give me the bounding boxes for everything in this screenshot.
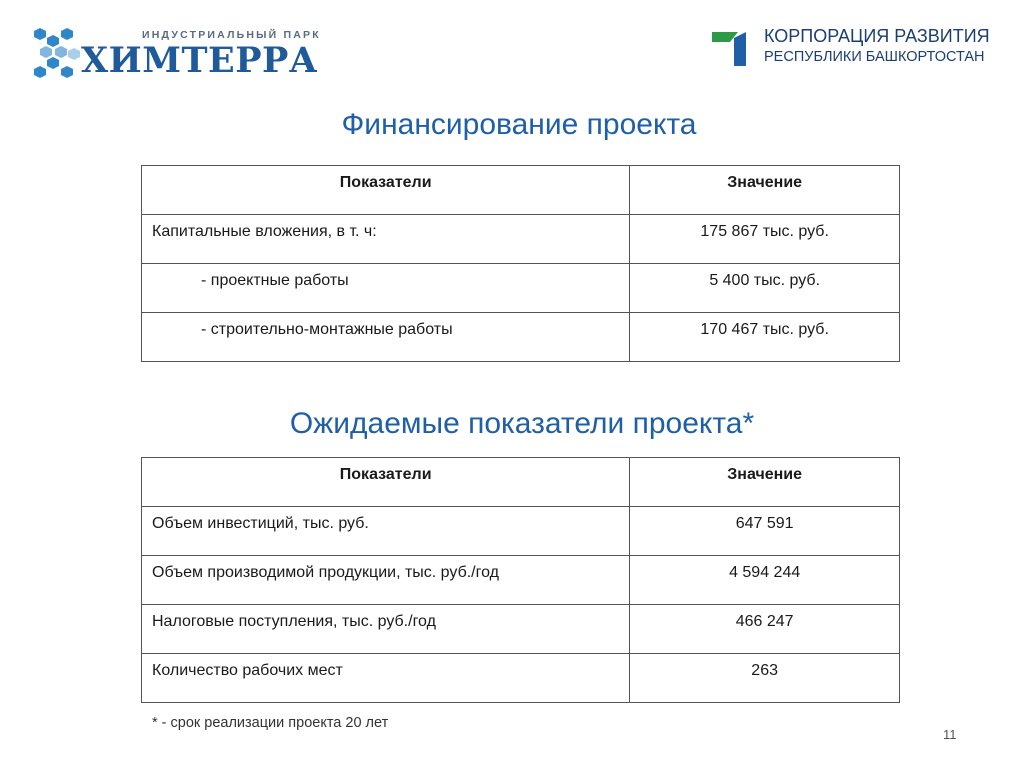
logo-line1: КОРПОРАЦИЯ РАЗВИТИЯ [764,26,990,46]
logo-line2: РЕСПУБЛИКИ БАШКОРТОСТАН [764,49,985,65]
header-indicators: Показатели [142,458,630,507]
expected-title: Ожидаемые показатели проекта* [289,407,755,440]
row-value: 466 247 [630,605,900,654]
corporation-logo [712,26,1012,70]
financing-table [141,165,900,362]
table-row [142,215,900,264]
expected-table [141,457,900,703]
corporation-mark-icon [712,28,752,68]
row-value: 647 591 [630,507,900,556]
row-label: Количество рабочих мест [142,654,630,703]
logo-small-text: ИНДУСТРИАЛЬНЫЙ ПАРК [142,29,321,41]
table-row [142,264,900,313]
table-header-row [142,458,900,507]
row-label: Капитальные вложения, в т. ч: [142,215,630,264]
header-value: Значение [630,166,900,215]
header-value: Значение [630,458,900,507]
row-value: 4 594 244 [630,556,900,605]
row-label: - проектные работы [142,264,630,313]
table-row [142,556,900,605]
row-value: 175 867 тыс. руб. [630,215,900,264]
hexagon-cluster-icon [34,26,80,82]
himterra-logo [34,26,321,86]
table-row [142,313,900,362]
row-label: Налоговые поступления, тыс. руб./год [142,605,630,654]
row-value: 170 467 тыс. руб. [630,313,900,362]
financing-title: Финансирование проекта [341,108,697,141]
table-row [142,507,900,556]
row-value: 263 [630,654,900,703]
page-number: 11 [943,727,957,742]
row-value: 5 400 тыс. руб. [630,264,900,313]
header-indicators: Показатели [142,166,630,215]
row-label: Объем инвестиций, тыс. руб. [142,507,630,556]
table-row [142,654,900,703]
footnote: * - срок реализации проекта 20 лет [152,715,389,731]
table-row [142,605,900,654]
logo-name: ХИМТЕРРА [81,40,318,81]
row-label: Объем производимой продукции, тыс. руб./год [142,556,630,605]
row-label: - строительно-монтажные работы [142,313,630,362]
table-header-row [142,166,900,215]
